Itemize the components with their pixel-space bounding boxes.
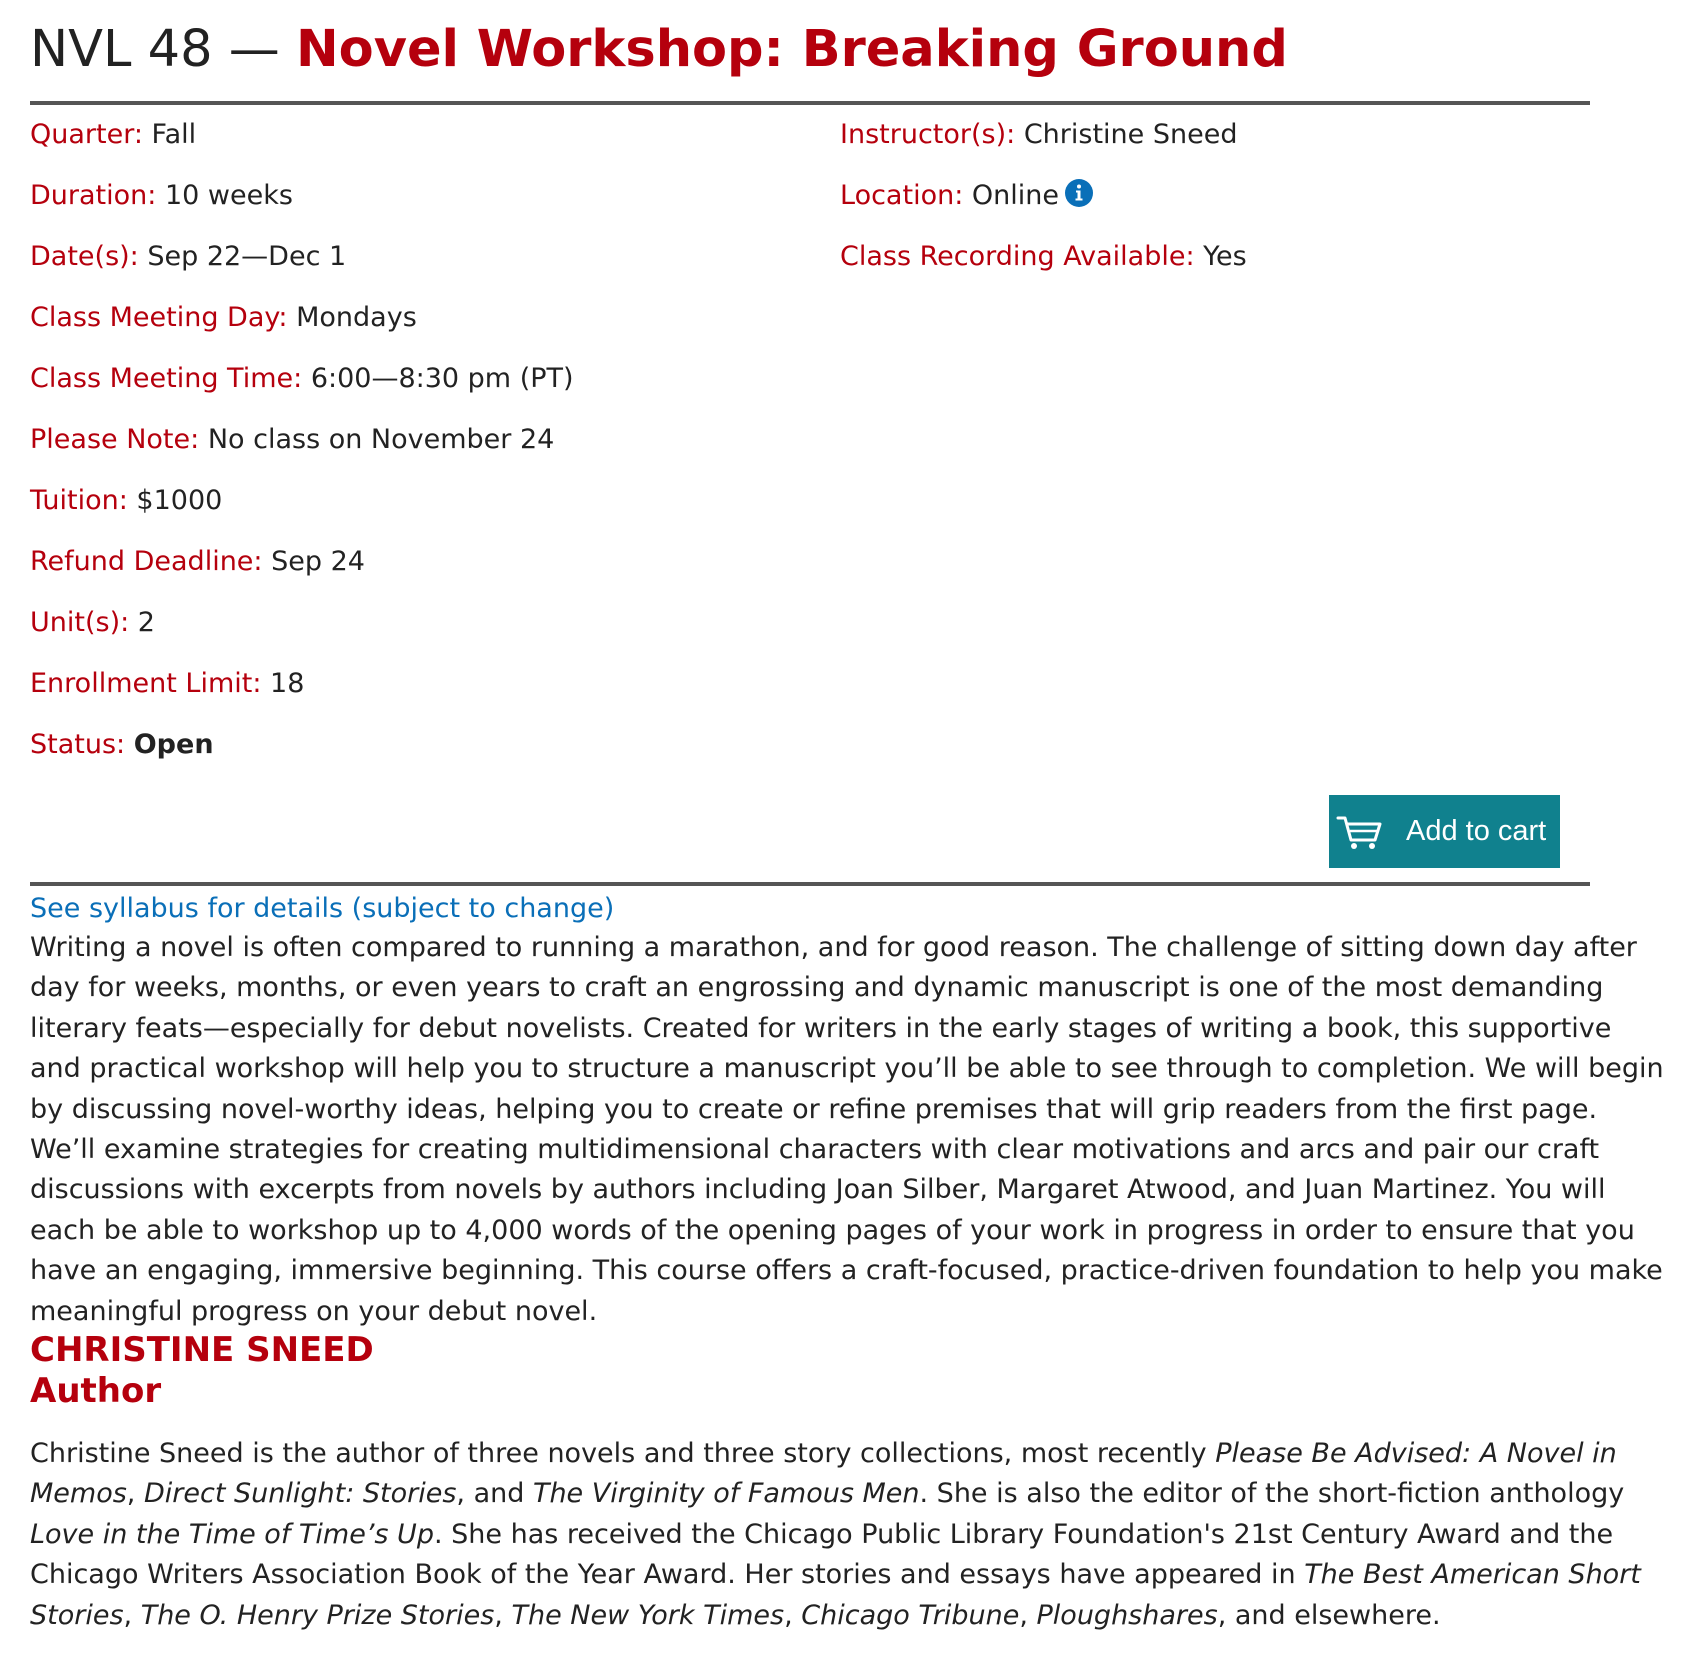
detail-label: Class Meeting Time: bbox=[30, 363, 303, 394]
bio-text: , bbox=[123, 1599, 141, 1631]
add-to-cart-label: Add to cart bbox=[1406, 815, 1547, 847]
detail-units bbox=[30, 603, 574, 664]
detail-label: Unit(s): bbox=[30, 607, 130, 638]
bio-text: , bbox=[494, 1599, 512, 1631]
detail-value: Sep 22—Dec 1 bbox=[147, 241, 347, 272]
detail-location bbox=[840, 176, 1247, 237]
bio-text: Christine Sneed is the author of three novels and three story collections, most recently bbox=[30, 1438, 1216, 1469]
detail-label: Enrollment Limit: bbox=[30, 668, 262, 699]
detail-value: Mondays bbox=[296, 302, 417, 333]
instructor-bio bbox=[30, 1434, 1670, 1636]
detail-instructor bbox=[840, 115, 1247, 176]
detail-tuition bbox=[30, 481, 574, 542]
detail-label: Instructor(s): bbox=[840, 119, 1016, 150]
detail-value: Fall bbox=[151, 119, 197, 150]
detail-please-note bbox=[30, 420, 574, 481]
detail-label: Class Meeting Day: bbox=[30, 302, 288, 333]
info-icon[interactable] bbox=[1065, 179, 1093, 207]
bio-text: , and elsewhere. bbox=[1217, 1599, 1441, 1631]
details-right-column bbox=[840, 115, 1247, 298]
detail-label: Date(s): bbox=[30, 241, 139, 272]
details-left-column bbox=[30, 115, 574, 786]
detail-label: Refund Deadline: bbox=[30, 546, 263, 577]
bio-title: Love in the Time of Time’s Up bbox=[30, 1518, 434, 1550]
detail-enrollment-limit bbox=[30, 664, 574, 725]
bio-text: , bbox=[126, 1478, 144, 1510]
bio-title: Chicago Tribune bbox=[801, 1599, 1020, 1631]
title-separator: — bbox=[228, 20, 280, 79]
bio-title: The New York Times bbox=[511, 1599, 785, 1631]
bio-text: . She has received the Chicago Public Library Foundation's 21st Century Award and the Chicago Writers Association Book of the Year Award. Her stories and essays have appeared in bbox=[30, 1518, 1614, 1591]
course-title bbox=[30, 0, 1696, 94]
bio-text: , and bbox=[456, 1478, 533, 1510]
detail-value: $1000 bbox=[136, 485, 223, 516]
bio-title: Ploughshares bbox=[1036, 1599, 1218, 1631]
detail-value: Online bbox=[971, 180, 1059, 211]
detail-value: No class on November 24 bbox=[207, 424, 555, 455]
instructor-role: Author bbox=[30, 1371, 162, 1411]
detail-label: Tuition: bbox=[30, 485, 128, 516]
detail-label: Quarter: bbox=[30, 119, 143, 150]
syllabus-link[interactable]: See syllabus for details (subject to change) bbox=[30, 893, 615, 924]
bio-text: , bbox=[1019, 1599, 1037, 1631]
detail-meeting-day bbox=[30, 298, 574, 359]
detail-status bbox=[30, 725, 574, 786]
bio-text: , bbox=[784, 1599, 802, 1631]
detail-label: Class Recording Available: bbox=[840, 241, 1195, 272]
detail-value: 18 bbox=[270, 668, 305, 699]
middle-divider bbox=[30, 882, 1590, 886]
bio-title: The O. Henry Prize Stories bbox=[140, 1599, 495, 1631]
detail-value: 10 weeks bbox=[164, 180, 293, 211]
add-to-cart-button[interactable] bbox=[1329, 795, 1560, 868]
detail-meeting-time bbox=[30, 359, 574, 420]
detail-label: Duration: bbox=[30, 180, 157, 211]
detail-value: Sep 24 bbox=[271, 546, 365, 577]
course-details bbox=[30, 105, 1590, 924]
course-code: NVL 48 bbox=[30, 20, 213, 79]
detail-label: Status: bbox=[30, 729, 126, 760]
status-value: Open bbox=[133, 729, 214, 760]
detail-recording bbox=[840, 237, 1247, 298]
detail-value: Yes bbox=[1203, 241, 1247, 272]
detail-label: Please Note: bbox=[30, 424, 200, 455]
bio-text: . She is also the editor of the short-fiction anthology bbox=[919, 1478, 1625, 1510]
bio-title: The Best American Short Stories bbox=[30, 1559, 1641, 1631]
bio-title: Direct Sunlight: Stories bbox=[143, 1478, 457, 1510]
instructor-name: CHRISTINE SNEED bbox=[30, 1330, 374, 1370]
course-name: Novel Workshop: Breaking Ground bbox=[296, 20, 1288, 79]
detail-label: Location: bbox=[840, 180, 964, 211]
bio-title: Please Be Advised: A Novel in Memos bbox=[30, 1438, 1617, 1510]
detail-dates bbox=[30, 237, 574, 298]
detail-quarter bbox=[30, 115, 574, 176]
detail-value: 2 bbox=[137, 607, 155, 638]
bio-title: The Virginity of Famous Men bbox=[532, 1478, 920, 1510]
detail-duration bbox=[30, 176, 574, 237]
detail-value: 6:00—8:30 pm (PT) bbox=[310, 363, 574, 394]
detail-value: Christine Sneed bbox=[1023, 119, 1238, 150]
detail-refund-deadline bbox=[30, 542, 574, 603]
course-description: Writing a novel is often compared to running a marathon, and for good reason. The challenge of sitting down day after day for weeks, months, or even years to craft an engrossing and dynamic manuscript is one of the most demanding literary feats—especially for debut novelists. Created for writers in the early stages of writing a book, this supportive and practical workshop will help you to structure a manuscript you’ll be able to see through to completion. We will begin by discussing novel-worthy ideas, helping you to create or refine premises that will grip readers from the first page. We’ll examine strategies for creating multidimensional characters with clear motivations and arcs and pair our craft discussions with excerpts from novels by authors including Joan Silber, Margaret Atwood, and Juan Martinez. You will each be able to workshop up to 4,000 words of the opening pages of your work in progress in order to ensure that you have an engaging, immersive beginning. This course offers a craft-focused, practice-driven foundation to help you make meaningful progress on your debut novel. bbox=[30, 932, 1664, 1327]
cart-icon bbox=[1335, 812, 1385, 852]
